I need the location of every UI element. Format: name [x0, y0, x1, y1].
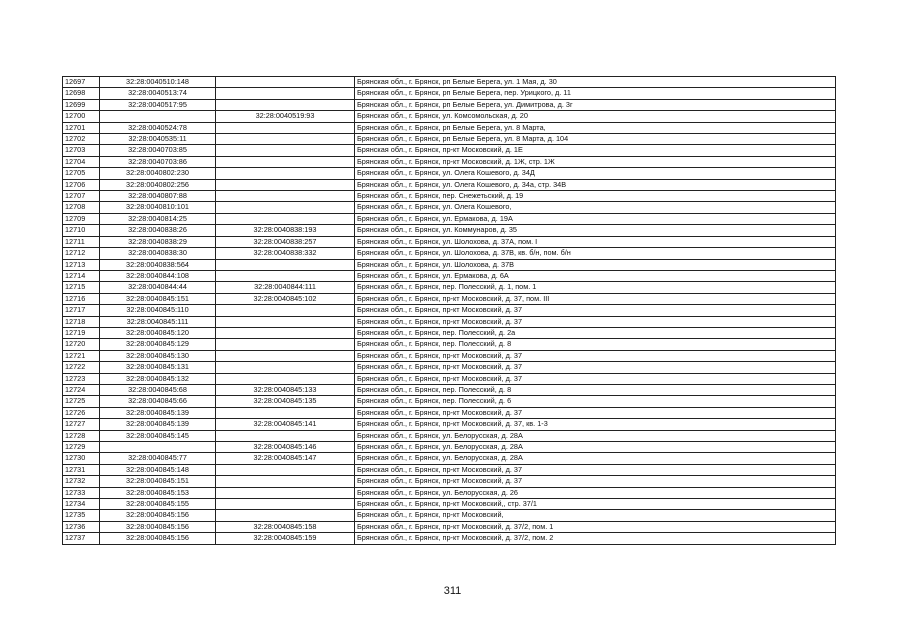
linked-cadastral-number-cell: [216, 316, 355, 327]
row-number-cell: 12713: [63, 259, 100, 270]
linked-cadastral-number-cell: 32:28:0040845:146: [216, 442, 355, 453]
cadastral-number-cell: 32:28:0040845:156: [100, 521, 216, 532]
address-cell: Брянская обл., г. Брянск, пр-кт Московский, д. 37: [355, 373, 836, 384]
address-cell: Брянская обл., г. Брянск, ул. Олега Кошевого, д. 34Д: [355, 168, 836, 179]
table-row: [63, 111, 836, 122]
cadastral-number-cell: 32:28:0040524:78: [100, 122, 216, 133]
linked-cadastral-number-cell: [216, 327, 355, 338]
table-row: [63, 168, 836, 179]
row-number-cell: 12704: [63, 156, 100, 167]
address-cell: Брянская обл., г. Брянск, пер. Полесский, д. 8: [355, 384, 836, 395]
cadastral-number-cell: 32:28:0040845:131: [100, 362, 216, 373]
linked-cadastral-number-cell: 32:28:0040845:158: [216, 521, 355, 532]
linked-cadastral-number-cell: [216, 430, 355, 441]
table-row: [63, 270, 836, 281]
row-number-cell: 12730: [63, 453, 100, 464]
table-row: [63, 510, 836, 521]
row-number-cell: 12724: [63, 384, 100, 395]
linked-cadastral-number-cell: [216, 168, 355, 179]
table-row: [63, 282, 836, 293]
linked-cadastral-number-cell: [216, 88, 355, 99]
address-cell: Брянская обл., г. Брянск, пр-кт Московский, д. 37: [355, 305, 836, 316]
address-cell: Брянская обл., г. Брянск, пер. Снежетьский, д. 19: [355, 191, 836, 202]
cadastral-number-cell: 32:28:0040535:11: [100, 134, 216, 145]
address-cell: Брянская обл., г. Брянск, ул. Олега Кошевого,: [355, 202, 836, 213]
address-cell: Брянская обл., г. Брянск, рп Белые Берега, пер. Урицкого, д. 11: [355, 88, 836, 99]
table-row: [63, 202, 836, 213]
table-row: [63, 487, 836, 498]
cadastral-number-cell: 32:28:0040844:44: [100, 282, 216, 293]
row-number-cell: 12731: [63, 464, 100, 475]
address-cell: Брянская обл., г. Брянск, пр-кт Московский, д. 37, пом. III: [355, 293, 836, 304]
linked-cadastral-number-cell: 32:28:0040845:141: [216, 419, 355, 430]
page-number: 311: [443, 585, 462, 597]
address-cell: Брянская обл., г. Брянск, рп Белые Берега, ул. 8 Марта, д. 104: [355, 134, 836, 145]
row-number-cell: 12729: [63, 442, 100, 453]
table-row: [63, 305, 836, 316]
address-cell: Брянская обл., г. Брянск, пр-кт Московский, д. 37/2, пом. 1: [355, 521, 836, 532]
cadastral-number-cell: [100, 442, 216, 453]
address-cell: Брянская обл., г. Брянск, пр-кт Московский, д. 37, кв. 1-3: [355, 419, 836, 430]
address-cell: Брянская обл., г. Брянск, рп Белые Берега, ул. 8 Марта,: [355, 122, 836, 133]
linked-cadastral-number-cell: 32:28:0040845:102: [216, 293, 355, 304]
row-number-cell: 12716: [63, 293, 100, 304]
address-cell: Брянская обл., г. Брянск, ул. Ермакова, д. 6А: [355, 270, 836, 281]
linked-cadastral-number-cell: [216, 179, 355, 190]
address-cell: Брянская обл., г. Брянск, рп Белые Берега, ул. 1 Мая, д. 30: [355, 77, 836, 88]
registry-table-body: [63, 77, 836, 545]
row-number-cell: 12736: [63, 521, 100, 532]
table-row: [63, 248, 836, 259]
cadastral-number-cell: 32:28:0040814:25: [100, 213, 216, 224]
address-cell: Брянская обл., г. Брянск, ул. Шолохова, д. 37А, пом. I: [355, 236, 836, 247]
linked-cadastral-number-cell: [216, 99, 355, 110]
row-number-cell: 12700: [63, 111, 100, 122]
table-row: [63, 419, 836, 430]
address-cell: Брянская обл., г. Брянск, пр-кт Московский, д. 37: [355, 362, 836, 373]
linked-cadastral-number-cell: [216, 487, 355, 498]
cadastral-number-cell: 32:28:0040845:156: [100, 510, 216, 521]
table-row: [63, 327, 836, 338]
cadastral-number-cell: 32:28:0040510:148: [100, 77, 216, 88]
linked-cadastral-number-cell: [216, 339, 355, 350]
table-row: [63, 396, 836, 407]
linked-cadastral-number-cell: [216, 259, 355, 270]
table-row: [63, 213, 836, 224]
table-row: [63, 464, 836, 475]
cadastral-number-cell: 32:28:0040845:130: [100, 350, 216, 361]
registry-table: [62, 76, 836, 545]
cadastral-number-cell: 32:28:0040845:156: [100, 533, 216, 544]
table-row: [63, 225, 836, 236]
linked-cadastral-number-cell: [216, 134, 355, 145]
linked-cadastral-number-cell: [216, 156, 355, 167]
row-number-cell: 12701: [63, 122, 100, 133]
linked-cadastral-number-cell: [216, 270, 355, 281]
row-number-cell: 12708: [63, 202, 100, 213]
linked-cadastral-number-cell: 32:28:0040844:111: [216, 282, 355, 293]
row-number-cell: 12699: [63, 99, 100, 110]
cadastral-number-cell: 32:28:0040845:153: [100, 487, 216, 498]
linked-cadastral-number-cell: 32:28:0040845:135: [216, 396, 355, 407]
cadastral-number-cell: 32:28:0040838:29: [100, 236, 216, 247]
cadastral-number-cell: 32:28:0040802:230: [100, 168, 216, 179]
cadastral-number-cell: [100, 111, 216, 122]
table-row: [63, 122, 836, 133]
row-number-cell: 12727: [63, 419, 100, 430]
cadastral-number-cell: 32:28:0040845:111: [100, 316, 216, 327]
table-row: [63, 476, 836, 487]
row-number-cell: 12718: [63, 316, 100, 327]
address-cell: Брянская обл., г. Брянск, пр-кт Московский, д. 37: [355, 350, 836, 361]
cadastral-number-cell: 32:28:0040845:120: [100, 327, 216, 338]
cadastral-number-cell: 32:28:0040845:77: [100, 453, 216, 464]
table-row: [63, 499, 836, 510]
row-number-cell: 12717: [63, 305, 100, 316]
address-cell: Брянская обл., г. Брянск, пр-кт Московский, д. 37: [355, 316, 836, 327]
cadastral-number-cell: 32:28:0040845:66: [100, 396, 216, 407]
row-number-cell: 12726: [63, 407, 100, 418]
row-number-cell: 12712: [63, 248, 100, 259]
table-row: [63, 350, 836, 361]
row-number-cell: 12720: [63, 339, 100, 350]
table-row: [63, 236, 836, 247]
linked-cadastral-number-cell: [216, 362, 355, 373]
row-number-cell: 12715: [63, 282, 100, 293]
table-row: [63, 384, 836, 395]
row-number-cell: 12703: [63, 145, 100, 156]
row-number-cell: 12709: [63, 213, 100, 224]
row-number-cell: 12702: [63, 134, 100, 145]
address-cell: Брянская обл., г. Брянск, пр-кт Московский, д. 37: [355, 476, 836, 487]
linked-cadastral-number-cell: [216, 476, 355, 487]
row-number-cell: 12733: [63, 487, 100, 498]
address-cell: Брянская обл., г. Брянск, ул. Белорусская, д. 28А: [355, 430, 836, 441]
table-row: [63, 339, 836, 350]
cadastral-number-cell: 32:28:0040845:139: [100, 407, 216, 418]
address-cell: Брянская обл., г. Брянск, пр-кт Московский, д. 1Ж, стр. 1Ж: [355, 156, 836, 167]
row-number-cell: 12697: [63, 77, 100, 88]
address-cell: Брянская обл., г. Брянск, пер. Полесский, д. 6: [355, 396, 836, 407]
row-number-cell: 12721: [63, 350, 100, 361]
table-row: [63, 156, 836, 167]
row-number-cell: 12735: [63, 510, 100, 521]
cadastral-number-cell: 32:28:0040838:564: [100, 259, 216, 270]
cadastral-number-cell: 32:28:0040838:26: [100, 225, 216, 236]
row-number-cell: 12698: [63, 88, 100, 99]
cadastral-number-cell: 32:28:0040810:101: [100, 202, 216, 213]
address-cell: Брянская обл., г. Брянск, ул. Шолохова, д. 37В, кв. б/н, пом. б/н: [355, 248, 836, 259]
address-cell: Брянская обл., г. Брянск, ул. Комсомольская, д. 20: [355, 111, 836, 122]
table-row: [63, 77, 836, 88]
linked-cadastral-number-cell: [216, 122, 355, 133]
linked-cadastral-number-cell: 32:28:0040845:147: [216, 453, 355, 464]
address-cell: Брянская обл., г. Брянск, пр-кт Московский, д. 37: [355, 407, 836, 418]
address-cell: Брянская обл., г. Брянск, пр-кт Московский, д. 37: [355, 464, 836, 475]
table-row: [63, 88, 836, 99]
row-number-cell: 12706: [63, 179, 100, 190]
table-row: [63, 430, 836, 441]
address-cell: Брянская обл., г. Брянск, ул. Коммунаров, д. 35: [355, 225, 836, 236]
table-row: [63, 407, 836, 418]
row-number-cell: 12722: [63, 362, 100, 373]
address-cell: Брянская обл., г. Брянск, пр-кт Московский,, стр. 37/1: [355, 499, 836, 510]
linked-cadastral-number-cell: [216, 202, 355, 213]
linked-cadastral-number-cell: 32:28:0040838:193: [216, 225, 355, 236]
table-row: [63, 373, 836, 384]
table-row: [63, 442, 836, 453]
linked-cadastral-number-cell: [216, 499, 355, 510]
cadastral-number-cell: 32:28:0040802:256: [100, 179, 216, 190]
table-row: [63, 521, 836, 532]
table-row: [63, 293, 836, 304]
table-row: [63, 99, 836, 110]
cadastral-number-cell: 32:28:0040845:145: [100, 430, 216, 441]
linked-cadastral-number-cell: [216, 464, 355, 475]
cadastral-number-cell: 32:28:0040845:132: [100, 373, 216, 384]
cadastral-number-cell: 32:28:0040807:88: [100, 191, 216, 202]
table-row: [63, 191, 836, 202]
table-row: [63, 453, 836, 464]
cadastral-number-cell: 32:28:0040703:85: [100, 145, 216, 156]
linked-cadastral-number-cell: 32:28:0040845:159: [216, 533, 355, 544]
row-number-cell: 12723: [63, 373, 100, 384]
cadastral-number-cell: 32:28:0040513:74: [100, 88, 216, 99]
row-number-cell: 12732: [63, 476, 100, 487]
linked-cadastral-number-cell: [216, 373, 355, 384]
linked-cadastral-number-cell: [216, 213, 355, 224]
address-cell: Брянская обл., г. Брянск, пер. Полесский, д. 2а: [355, 327, 836, 338]
linked-cadastral-number-cell: 32:28:0040845:133: [216, 384, 355, 395]
address-cell: Брянская обл., г. Брянск, ул. Ермакова, д. 19А: [355, 213, 836, 224]
address-cell: Брянская обл., г. Брянск, пр-кт Московский, д. 37/2, пом. 2: [355, 533, 836, 544]
linked-cadastral-number-cell: [216, 350, 355, 361]
address-cell: Брянская обл., г. Брянск, ул. Белорусская, д. 28А: [355, 442, 836, 453]
table-row: [63, 145, 836, 156]
cadastral-number-cell: 32:28:0040838:30: [100, 248, 216, 259]
table-row: [63, 316, 836, 327]
address-cell: Брянская обл., г. Брянск, пр-кт Московский,: [355, 510, 836, 521]
address-cell: Брянская обл., г. Брянск, ул. Белорусская, д. 28А: [355, 453, 836, 464]
row-number-cell: 12710: [63, 225, 100, 236]
row-number-cell: 12728: [63, 430, 100, 441]
linked-cadastral-number-cell: 32:28:0040519:93: [216, 111, 355, 122]
linked-cadastral-number-cell: [216, 191, 355, 202]
table-row: [63, 533, 836, 544]
row-number-cell: 12719: [63, 327, 100, 338]
cadastral-number-cell: 32:28:0040845:151: [100, 476, 216, 487]
cadastral-number-cell: 32:28:0040703:86: [100, 156, 216, 167]
table-row: [63, 362, 836, 373]
row-number-cell: 12734: [63, 499, 100, 510]
row-number-cell: 12737: [63, 533, 100, 544]
cadastral-number-cell: 32:28:0040845:129: [100, 339, 216, 350]
cadastral-number-cell: 32:28:0040845:155: [100, 499, 216, 510]
address-cell: Брянская обл., г. Брянск, рп Белые Берега, ул. Димитрова, д. 3г: [355, 99, 836, 110]
cadastral-number-cell: 32:28:0040845:151: [100, 293, 216, 304]
address-cell: Брянская обл., г. Брянск, пер. Полесский, д. 1, пом. 1: [355, 282, 836, 293]
cadastral-number-cell: 32:28:0040517:95: [100, 99, 216, 110]
address-cell: Брянская обл., г. Брянск, ул. Шолохова, д. 37В: [355, 259, 836, 270]
cadastral-number-cell: 32:28:0040845:110: [100, 305, 216, 316]
linked-cadastral-number-cell: [216, 77, 355, 88]
row-number-cell: 12714: [63, 270, 100, 281]
address-cell: Брянская обл., г. Брянск, ул. Олега Кошевого, д. 34а, стр. 34В: [355, 179, 836, 190]
linked-cadastral-number-cell: [216, 510, 355, 521]
table-row: [63, 179, 836, 190]
linked-cadastral-number-cell: [216, 145, 355, 156]
row-number-cell: 12705: [63, 168, 100, 179]
row-number-cell: 12711: [63, 236, 100, 247]
linked-cadastral-number-cell: 32:28:0040838:332: [216, 248, 355, 259]
row-number-cell: 12725: [63, 396, 100, 407]
address-cell: Брянская обл., г. Брянск, пр-кт Московский, д. 1Е: [355, 145, 836, 156]
cadastral-number-cell: 32:28:0040845:68: [100, 384, 216, 395]
cadastral-number-cell: 32:28:0040845:148: [100, 464, 216, 475]
table-row: [63, 259, 836, 270]
cadastral-number-cell: 32:28:0040845:139: [100, 419, 216, 430]
linked-cadastral-number-cell: 32:28:0040838:257: [216, 236, 355, 247]
address-cell: Брянская обл., г. Брянск, ул. Белорусская, д. 26: [355, 487, 836, 498]
cadastral-number-cell: 32:28:0040844:108: [100, 270, 216, 281]
table-row: [63, 134, 836, 145]
address-cell: Брянская обл., г. Брянск, пер. Полесский, д. 8: [355, 339, 836, 350]
row-number-cell: 12707: [63, 191, 100, 202]
linked-cadastral-number-cell: [216, 407, 355, 418]
linked-cadastral-number-cell: [216, 305, 355, 316]
